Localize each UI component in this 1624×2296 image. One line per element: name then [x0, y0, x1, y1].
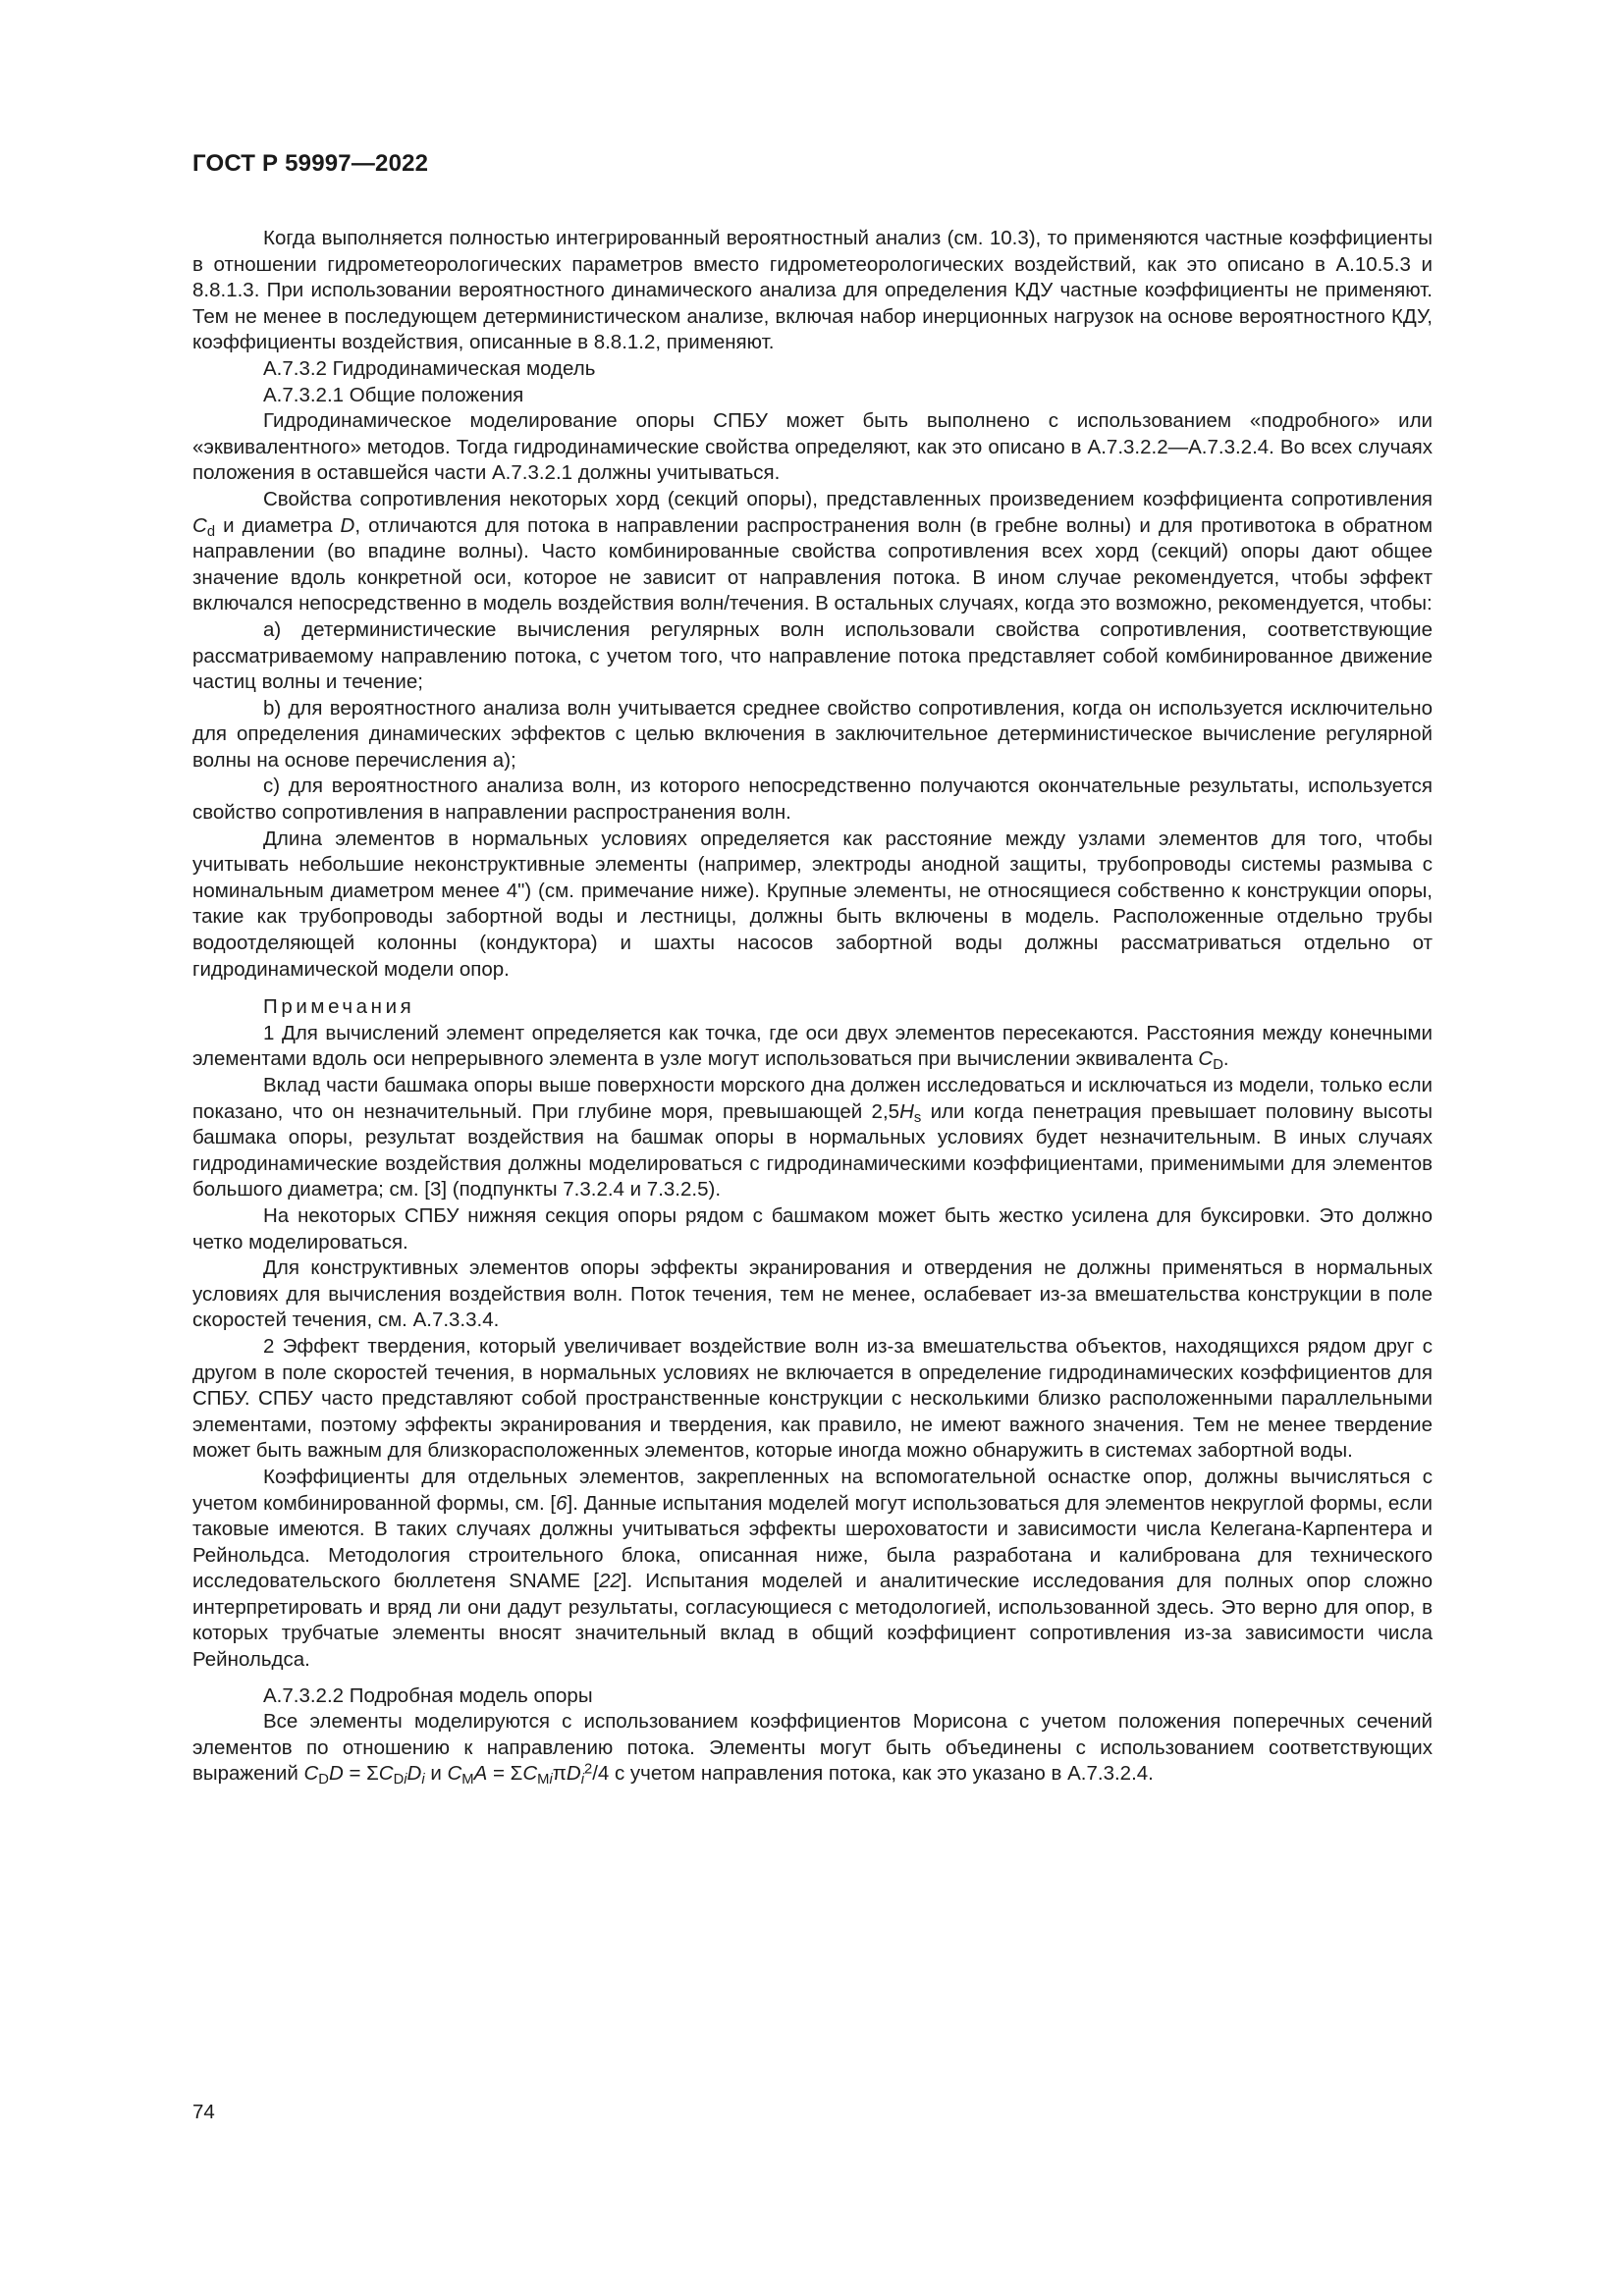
paragraph: Свойства сопротивления некоторых хорд (секций опоры), представленных произведением коэффициента сопротивления $C_d$ и диаметра D, отличаются для потока в направлении распространения волн (в гребне волны) и для противотока в обратном направлении (во впадине волны). Часто комбинированные свойства сопротивления всех хорд (секций) опоры дают общее значение вдоль конкретной оси, которое не зависит от направления потока. В ином случае рекомендуется, чтобы эффект включался непосредственно в модель воздействия волн/течения. В остальных случаях, когда это возможно, рекомендуется, чтобы:: [192, 487, 1433, 615]
paragraph: Длина элементов в нормальных условиях определяется как расстояние между узлами элементов для того, чтобы учитывать небольшие неконструктивные элементы (например, электроды анодной защиты, трубопроводы системы размыва с номинальным диаметром менее 4") (см. примечание ниже). Крупные элементы, не относящиеся собственно к конструкции опоры, такие как трубопроводы забортной воды и лестницы, должны быть включены в модель. Расположенные отдельно трубы водоотделяющей колонны (кондуктора) и шахты насосов забортной воды должны рассматриваться отдельно от гидродинамической модели опор.: [192, 827, 1433, 981]
paragraph: Когда выполняется полностью интегрированный вероятностный анализ (см. 10.3), то применяются частные коэффициенты в отношении гидрометеорологических параметров вместо гидрометеорологических воздействий, как это описано в А.10.5.3 и 8.8.1.3. При использовании вероятностного динамического анализа для определения КДУ частные коэффициенты не применяют. Тем не менее в последующем детерминистическом анализе, включая набор инерционных нагрузок на основе вероятностного КДУ, коэффициенты воздействия, описанные в 8.8.1.2, применяют.: [192, 227, 1433, 354]
note-paragraph: 2 Эффект твердения, который увеличивает воздействие волн из-за вмешательства объектов, находящихся рядом друг с другом в поле скоростей течения, в нормальных условиях не включается в определение гидродинамических коэффициентов для СПБУ. СПБУ часто представляют собой пространственные конструкции с несколькими близко расположенными параллельными элементами, поэтому эффекты экранирования и твердения, как правило, не имеют важного значения. Тем не менее твердение может быть важным для близкорасположенных элементов, которые иногда можно обнаружить в системах забортной воды.: [192, 1334, 1433, 1463]
document-body: [192, 226, 1433, 1788]
note-paragraph: На некоторых СПБУ нижняя секция опоры рядом с башмаком может быть жестко усилена для буксировки. Это должно четко моделироваться.: [192, 1203, 1433, 1254]
notes-heading: Примечания: [263, 995, 415, 1019]
section-heading: А.7.3.2 Гидродинамическая модель: [263, 356, 596, 380]
note-paragraph: Для конструктивных элементов опоры эффекты экранирования и отвердения не должны применяться в нормальных условиях для вычисления воздействия волн. Поток течения, тем не менее, ослабевает из-за вмешательства конструкции в поле скоростей течения, см. А.7.3.3.4.: [192, 1256, 1433, 1332]
page-number: 74: [192, 2101, 215, 2123]
paragraph: Гидродинамическое моделирование опоры СПБУ может быть выполнено с использованием «подробного» или «эквивалентного» методов. Тогда гидродинамические свойства определяют, как это описано в А.7.3.2.2—А.7.3.2.4. Во всех случаях положения в оставшейся части А.7.3.2.1 должны учитываться.: [192, 409, 1433, 485]
note-paragraph: Вклад части башмака опоры выше поверхности морского дна должен исследоваться и исключаться из модели, только если показано, что он незначительный. При глубине моря, превышающей $2,5H_s$ или когда пенетрация превышает половину высоты башмака опоры, результат воздействия на башмак опоры в нормальных условиях будет незначительным. В иных случаях гидродинамические воздействия должны моделироваться с гидродинамическими коэффициентами, применимыми для элементов большого диаметра; см. [3] (подпункты 7.3.2.4 и 7.3.2.5).: [192, 1074, 1433, 1201]
paragraph: Все элементы моделируются с использованием коэффициентов Морисона с учетом положения поперечных сечений элементов по отношению к направлению потока. Элементы могут быть объединены с использованием соответствующих выражений $C_DD = \Sigma C_{Di}D_i$ и $C_MA = \Sigma C_{Mi}\pi D_i^2/4$ с учетом направления потока, как это указано в А.7.3.2.4.: [192, 1710, 1433, 1789]
note-paragraph: Коэффициенты для отдельных элементов, закрепленных на вспомогательной оснастке опор, должны вычисляться с учетом комбинированной формы, см. [6]. Данные испытания моделей могут использоваться для элементов некруглой формы, если таковые имеются. В таких случаях должны учитываться эффекты шероховатости и зависимости числа Келегана-Карпентера и Рейнольдса. Методология строительного блока, описанная ниже, была разработана и калибрована для технического исследовательского бюллетеня SNAME [22]. Испытания моделей и аналитические исследования для полных опор сложно интерпретировать и вряд ли они дадут результаты, согласующиеся с методологией, использованной здесь. Это верно для опор, в которых трубчатые элементы вносят значительный вклад в общий коэффициент сопротивления из-за зависимости числа Рейнольдса.: [192, 1465, 1433, 1672]
page-header: ГОСТ Р 59997—2022: [192, 150, 429, 177]
section-heading: А.7.3.2.1 Общие положения: [263, 383, 524, 406]
note-paragraph: 1 Для вычислений элемент определяется как точка, где оси двух элементов пересекаются. Расстояния между конечными элементами вдоль оси непрерывного элемента в узле могут использоваться при вычислении эквивалента $C_D$.: [192, 1021, 1433, 1074]
list-item: c) для вероятностного анализа волн, из которого непосредственно получаются окончательные результаты, используется свойство сопротивления в направлении распространения волн.: [192, 774, 1433, 825]
list-item: b) для вероятностного анализа волн учитывается среднее свойство сопротивления, когда он используется исключительно для определения динамических эффектов с целью включения в заключительное детерминистическое вычисление регулярной волны на основе перечисления a);: [192, 696, 1433, 772]
section-heading: А.7.3.2.2 Подробная модель опоры: [263, 1683, 593, 1707]
list-item: a) детерминистические вычисления регулярных волн использовали свойства сопротивления, соответствующие рассматриваемому направлению потока, с учетом того, что направление потока представляет собой комбинированное движение частиц волны и течение;: [192, 617, 1433, 694]
